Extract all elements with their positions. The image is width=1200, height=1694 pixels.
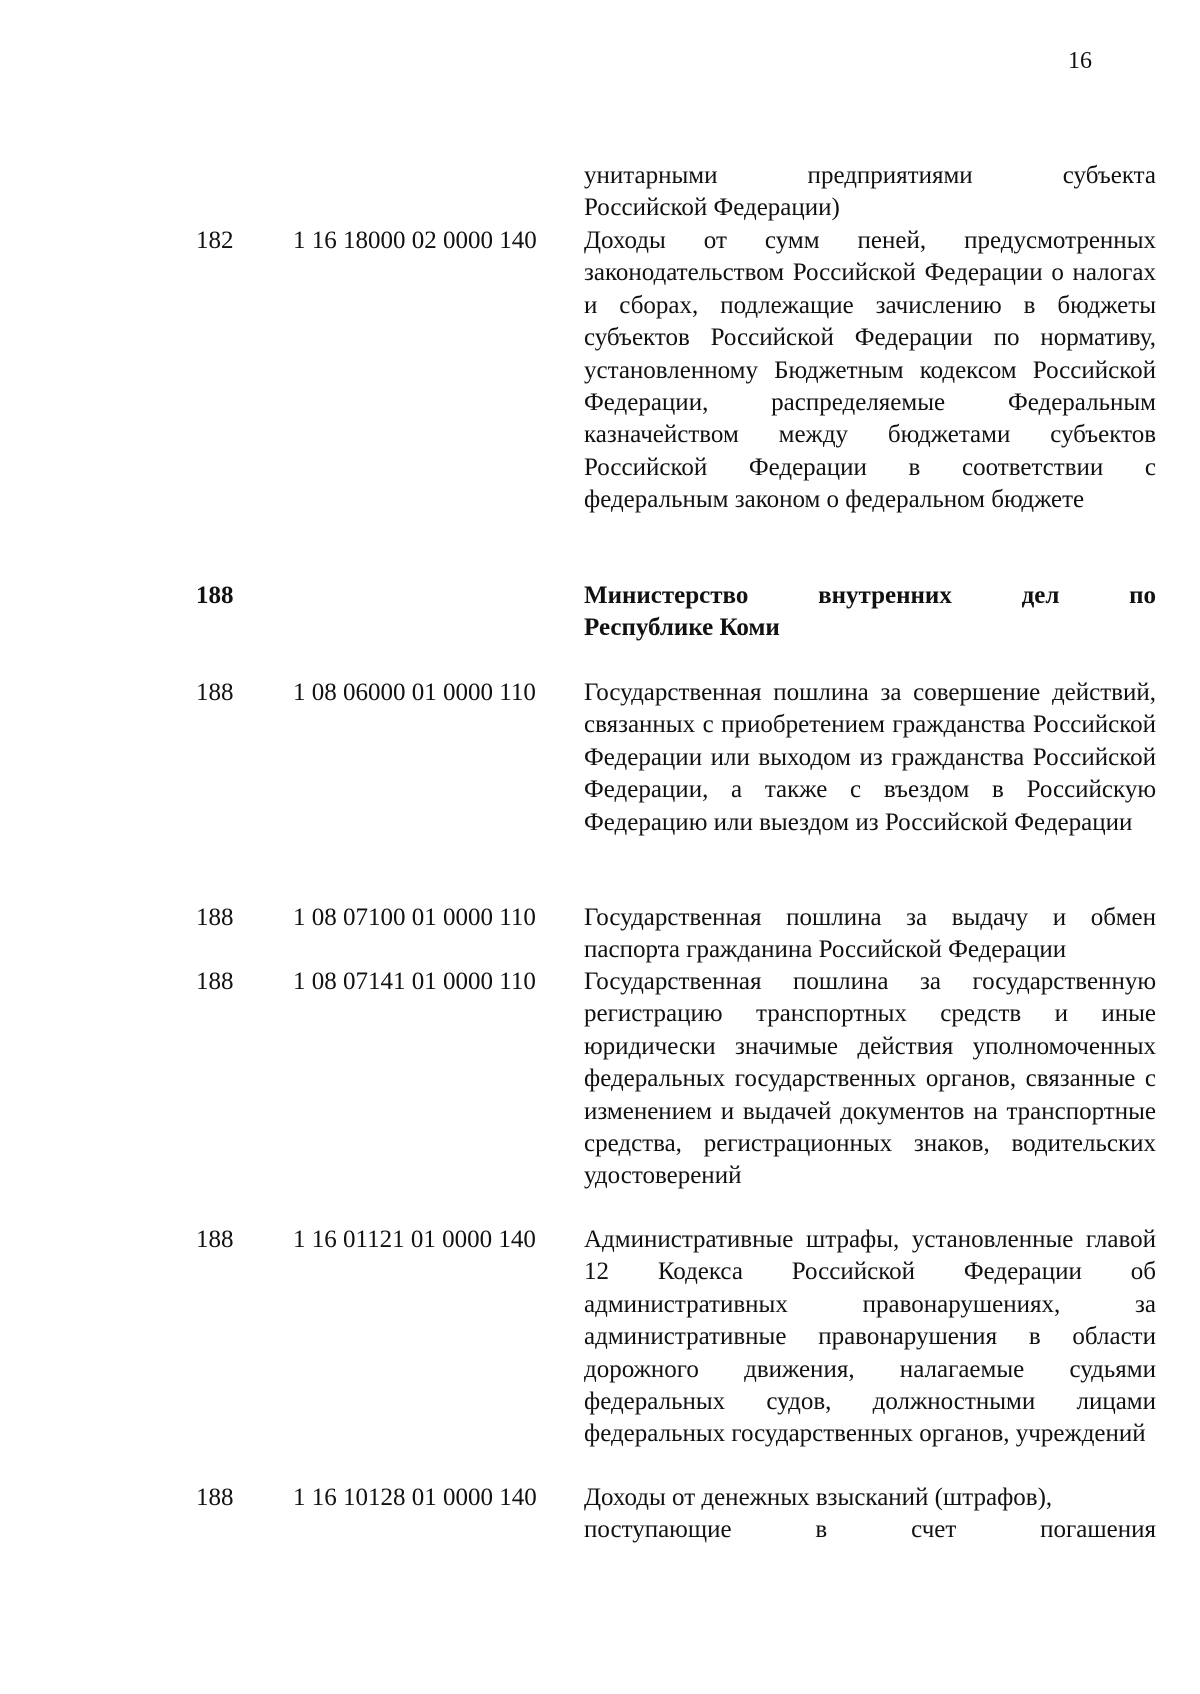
- budget-code-cell: 1 08 07100 01 0000 110: [293, 904, 536, 931]
- admin-code-cell: 188: [196, 1226, 234, 1253]
- budget-code-cell: 1 16 01121 01 0000 140: [293, 1226, 536, 1253]
- admin-code-cell: 188: [196, 904, 234, 931]
- description-line: унитарными предприятиями субъекта: [584, 162, 1156, 189]
- description-line: Доходы от денежных взысканий (штрафов),: [584, 1484, 1053, 1511]
- budget-code-cell: 1 16 10128 01 0000 140: [293, 1484, 537, 1511]
- admin-code-cell: 188: [196, 1484, 234, 1511]
- description-line: Министерство внутренних дел по: [584, 582, 1156, 609]
- description-cell: Государственная пошлина за государственную регистрацию транспортных средств и иные юридически значимые действия уполномоченных федеральных государственных органов, связанные с изменением и выдачей документов на транспортные средства, регистрационных знаков, водительских удостоверений: [584, 968, 1156, 1190]
- admin-code-cell: 188: [196, 582, 234, 609]
- budget-code-cell: 1 08 07141 01 0000 110: [293, 968, 536, 995]
- admin-code-cell: 188: [196, 968, 234, 995]
- description-cell: Административные штрафы, установленные главой 12 Кодекса Российской Федерации об административных правонарушениях, за административные правонарушения в области дорожного движения, налагаемые судьями федеральных судов, должностными лицами федеральных государственных органов, учреждений: [584, 1226, 1156, 1448]
- admin-code-cell: 182: [196, 227, 234, 254]
- budget-code-cell: 1 16 18000 02 0000 140: [293, 227, 537, 254]
- description-cell: [584, 1482, 1156, 1547]
- budget-code-cell: 1 08 06000 01 0000 110: [293, 679, 536, 706]
- admin-code-cell: 188: [196, 679, 234, 706]
- description-cell: Доходы от сумм пеней, предусмотренных законодательством Российской Федерации о налогах и сборах, подлежащие зачислению в бюджеты субъектов Российской Федерации по нормативу, установленному Бюджетным кодексом Российской Федерации, распределяемые Федеральным казначейством между бюджетами субъектов Российской Федерации в соответствии с федеральным законом о федеральном бюджете: [584, 227, 1156, 514]
- ministry-heading: [584, 580, 1156, 645]
- description-cell: [584, 160, 1156, 225]
- page-number: 16: [1068, 48, 1092, 74]
- description-line: Российской Федерации): [584, 194, 840, 222]
- description-cell: Государственная пошлина за выдачу и обмен паспорта гражданина Российской Федерации: [584, 904, 1156, 964]
- description-cell: Государственная пошлина за совершение действий, связанных с приобретением гражданства Российской Федерации или выходом из гражданства Российской Федерации, а также с въездом в Российскую Федерацию или выездом из Российской Федерации: [584, 679, 1156, 836]
- description-line: поступающие в счет погашения: [584, 1516, 1156, 1544]
- description-line: Республике Коми: [584, 614, 780, 642]
